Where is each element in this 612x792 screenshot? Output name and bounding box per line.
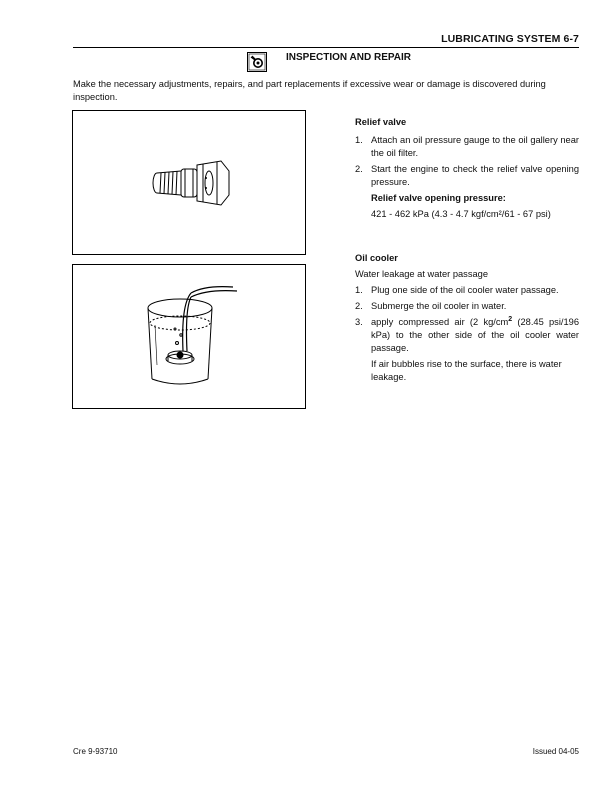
step-number: 3.: [355, 317, 363, 327]
oil-cooler-heading: Oil cooler: [355, 253, 398, 263]
list-item: [355, 300, 579, 313]
superscript: 2: [508, 315, 513, 323]
step-text-b: (28.45 psi/196 kPa) to the other side of the oil cooler water passage.: [371, 317, 579, 353]
relief-valve-section: [355, 116, 579, 221]
relief-valve-heading: Relief valve: [355, 117, 407, 127]
step-text: Submerge the oil cooler in water.: [371, 301, 507, 311]
footer-doc-number: Cre 9-93710: [73, 747, 118, 756]
relief-valve-steps: [355, 134, 579, 189]
step-number: 2.: [355, 301, 363, 311]
spec-label: Relief valve opening pressure:: [371, 193, 506, 203]
oil-cooler-subheading: Water leakage at water passage: [355, 269, 488, 279]
relief-valve-figure: [72, 110, 306, 255]
section-title: INSPECTION AND REPAIR: [286, 52, 412, 63]
oil-cooler-steps: [355, 284, 579, 355]
oil-cooler-section: [355, 252, 579, 384]
step-number: 1.: [355, 135, 363, 145]
list-item: [355, 134, 579, 160]
step-text: Attach an oil pressure gauge to the oil gallery near the oil filter.: [371, 135, 579, 158]
relief-valve-illustration: [73, 111, 305, 254]
oil-cooler-note: If air bubbles rise to the surface, there is water leakage.: [371, 359, 562, 382]
intro-paragraph: Make the necessary adjustments, repairs, and part replacements if excessive wear or damage is discovered during inspection.: [73, 79, 546, 102]
oil-cooler-figure: [72, 264, 306, 409]
spec-value: 421 - 462 kPa (4.3 - 4.7 kgf/cm²/61 - 67 psi): [371, 209, 551, 219]
header-rule: [73, 47, 579, 48]
inspection-tool-icon: [247, 52, 267, 72]
list-item: [355, 163, 579, 189]
oil-cooler-illustration: [73, 265, 305, 408]
step-number: 2.: [355, 164, 363, 174]
list-item: [355, 284, 579, 297]
running-header: LUBRICATING SYSTEM 6-7: [441, 33, 579, 45]
footer-issue-date: Issued 04-05: [532, 747, 579, 756]
step-text: Start the engine to check the relief valve opening pressure.: [371, 164, 579, 187]
step-number: 1.: [355, 285, 363, 295]
step-text-a: apply compressed air (2 kg/cm: [371, 317, 509, 327]
list-item: [355, 316, 579, 355]
step-text: Plug one side of the oil cooler water passage.: [371, 285, 559, 295]
